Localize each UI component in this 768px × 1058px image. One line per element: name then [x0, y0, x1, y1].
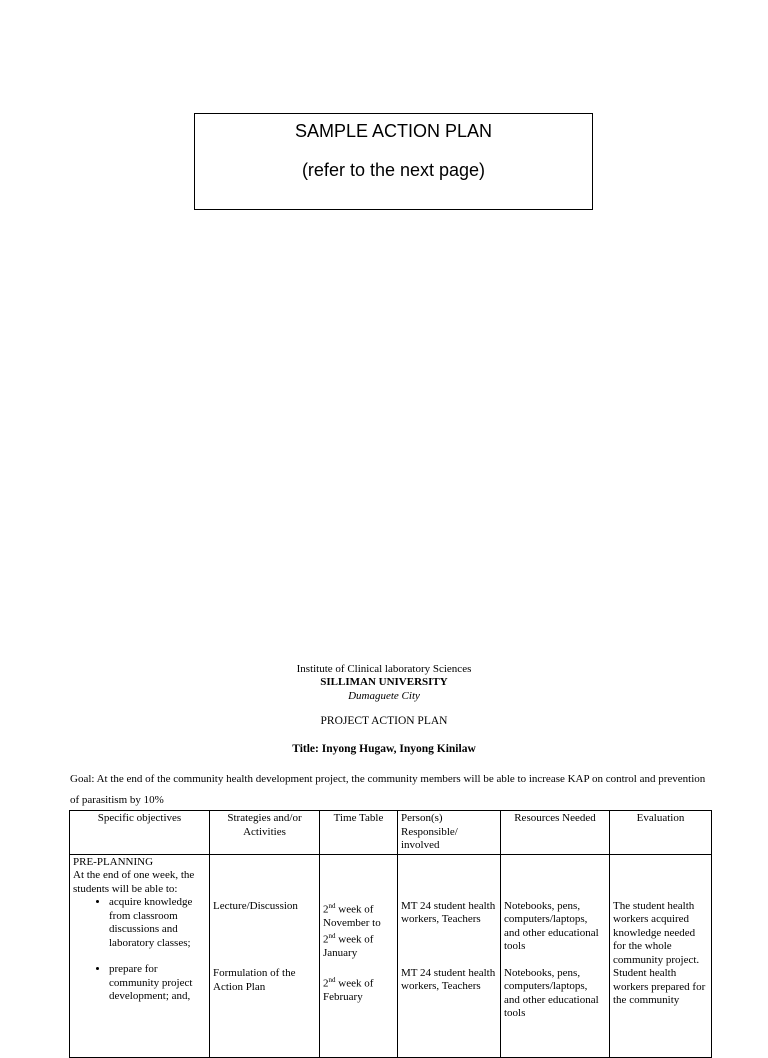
activities-cell	[210, 854, 320, 1057]
activity-item: Formulation of the Action Plan	[213, 967, 296, 993]
person-item: MT 24 student health workers, Teachers	[401, 899, 496, 925]
evaluation-item: The student health workers acquired knowledge needed for the whole community project.	[613, 899, 700, 966]
resource-item: Notebooks, pens, computers/laptops, and other educational tools	[504, 899, 599, 952]
document-type: PROJECT ACTION PLAN	[320, 715, 448, 727]
list-item: • acquire knowledge from classroom discussions and laboratory classes;	[109, 896, 206, 950]
column-header: Resources Needed	[501, 811, 610, 855]
person-item: MT 24 student health workers, Teachers	[401, 966, 496, 992]
table-row	[70, 854, 712, 1057]
time-item: 2nd week of November to 2nd week of January	[323, 901, 381, 960]
evaluation-cell	[610, 854, 712, 1057]
phase-label: PRE-PLANNING	[73, 855, 154, 868]
timetable-cell	[320, 854, 398, 1057]
list-item: • prepare for community project development; and,	[109, 963, 206, 1004]
institute-name: Institute of Clinical laboratory Sciences	[296, 663, 472, 675]
project-title: Title: Inyong Hugaw, Inyong Kinilaw	[292, 743, 476, 755]
column-header: Time Table	[320, 811, 398, 855]
goal-statement: Goal: At the end of the community health development project, the community members will be able to increase KAP on control and prevention of parasitism by 10%	[70, 773, 706, 806]
university-name: SILLIMAN UNIVERSITY	[320, 676, 448, 688]
objectives-list	[73, 896, 206, 1004]
column-header: Person(s) Responsible/ involved	[398, 811, 501, 855]
sample-title: SAMPLE ACTION PLAN	[294, 121, 493, 141]
column-header: Evaluation	[610, 811, 712, 855]
column-header: Specific objectives	[70, 811, 210, 855]
objectives-cell	[70, 854, 210, 1057]
evaluation-item: Student health workers prepared for the community	[613, 967, 706, 1006]
column-header: Strategies and/or Activities	[210, 811, 320, 855]
resources-cell	[501, 854, 610, 1057]
persons-cell	[398, 854, 501, 1057]
time-item: 2nd week of February	[323, 975, 374, 1003]
table-header-row	[70, 811, 712, 855]
activity-item: Lecture/Discussion	[213, 899, 298, 912]
action-plan-table	[69, 810, 712, 1058]
sample-subtitle: (refer to the next page)	[301, 160, 486, 180]
sample-action-plan-box	[194, 113, 593, 210]
city-name: Dumaguete City	[348, 690, 420, 702]
resource-item: Notebooks, pens, computers/laptops, and other educational tools	[504, 966, 599, 1019]
objectives-intro: At the end of one week, the students will be able to:	[73, 869, 195, 895]
